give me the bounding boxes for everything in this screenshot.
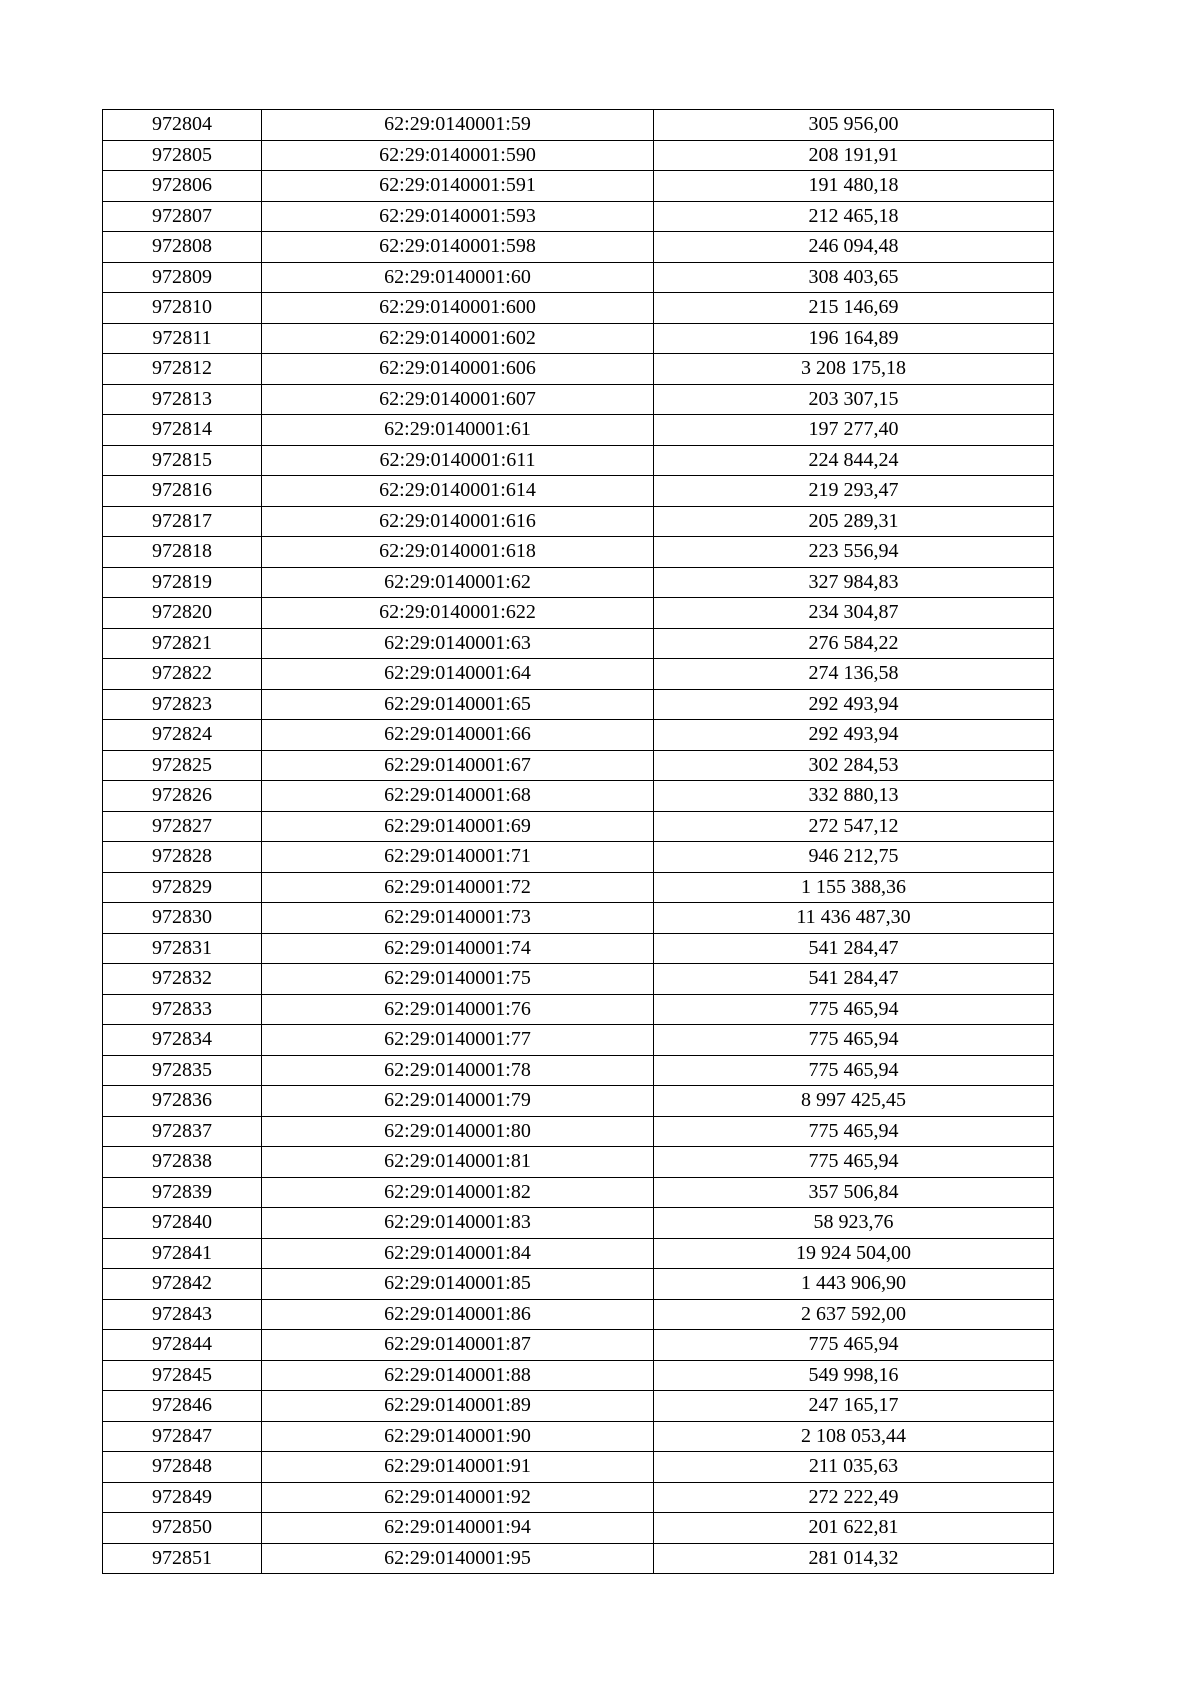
row-number-cell: 972846 xyxy=(103,1391,262,1422)
table-row xyxy=(103,872,1054,903)
row-number-cell: 972816 xyxy=(103,476,262,507)
row-number-cell: 972812 xyxy=(103,354,262,385)
cadastral-value-cell: 2 637 592,00 xyxy=(654,1299,1054,1330)
row-number-cell: 972813 xyxy=(103,384,262,415)
cadastral-number-cell: 62:29:0140001:73 xyxy=(262,903,654,934)
table-row xyxy=(103,1177,1054,1208)
row-number-cell: 972808 xyxy=(103,232,262,263)
table-row xyxy=(103,842,1054,873)
table-row xyxy=(103,1147,1054,1178)
table-row xyxy=(103,1238,1054,1269)
cadastral-number-cell: 62:29:0140001:64 xyxy=(262,659,654,690)
table-row xyxy=(103,1299,1054,1330)
table-row xyxy=(103,1482,1054,1513)
cadastral-value-cell: 208 191,91 xyxy=(654,140,1054,171)
cadastral-number-cell: 62:29:0140001:59 xyxy=(262,110,654,141)
row-number-cell: 972830 xyxy=(103,903,262,934)
table-row xyxy=(103,293,1054,324)
row-number-cell: 972835 xyxy=(103,1055,262,1086)
cadastral-value-cell: 305 956,00 xyxy=(654,110,1054,141)
row-number-cell: 972829 xyxy=(103,872,262,903)
cadastral-value-cell: 212 465,18 xyxy=(654,201,1054,232)
cadastral-value-cell: 8 997 425,45 xyxy=(654,1086,1054,1117)
cadastral-value-cell: 272 222,49 xyxy=(654,1482,1054,1513)
cadastral-value-cell: 19 924 504,00 xyxy=(654,1238,1054,1269)
cadastral-value-cell: 58 923,76 xyxy=(654,1208,1054,1239)
row-number-cell: 972833 xyxy=(103,994,262,1025)
cadastral-number-cell: 62:29:0140001:618 xyxy=(262,537,654,568)
cadastral-value-cell: 292 493,94 xyxy=(654,689,1054,720)
table-row xyxy=(103,1025,1054,1056)
cadastral-number-cell: 62:29:0140001:591 xyxy=(262,171,654,202)
table-row xyxy=(103,689,1054,720)
cadastral-number-cell: 62:29:0140001:62 xyxy=(262,567,654,598)
cadastral-value-cell: 246 094,48 xyxy=(654,232,1054,263)
row-number-cell: 972821 xyxy=(103,628,262,659)
cadastral-number-cell: 62:29:0140001:72 xyxy=(262,872,654,903)
row-number-cell: 972851 xyxy=(103,1543,262,1574)
cadastral-number-cell: 62:29:0140001:88 xyxy=(262,1360,654,1391)
cadastral-value-cell: 201 622,81 xyxy=(654,1513,1054,1544)
cadastral-number-cell: 62:29:0140001:76 xyxy=(262,994,654,1025)
row-number-cell: 972840 xyxy=(103,1208,262,1239)
cadastral-value-cell: 327 984,83 xyxy=(654,567,1054,598)
cadastral-value-cell: 775 465,94 xyxy=(654,1055,1054,1086)
cadastral-value-cell: 247 165,17 xyxy=(654,1391,1054,1422)
table-row xyxy=(103,1086,1054,1117)
row-number-cell: 972832 xyxy=(103,964,262,995)
row-number-cell: 972807 xyxy=(103,201,262,232)
row-number-cell: 972815 xyxy=(103,445,262,476)
row-number-cell: 972841 xyxy=(103,1238,262,1269)
row-number-cell: 972839 xyxy=(103,1177,262,1208)
table-row xyxy=(103,933,1054,964)
table-row xyxy=(103,476,1054,507)
cadastral-number-cell: 62:29:0140001:71 xyxy=(262,842,654,873)
cadastral-value-cell: 191 480,18 xyxy=(654,171,1054,202)
row-number-cell: 972811 xyxy=(103,323,262,354)
cadastral-number-cell: 62:29:0140001:86 xyxy=(262,1299,654,1330)
table-row xyxy=(103,781,1054,812)
row-number-cell: 972850 xyxy=(103,1513,262,1544)
row-number-cell: 972824 xyxy=(103,720,262,751)
row-number-cell: 972806 xyxy=(103,171,262,202)
table-row xyxy=(103,415,1054,446)
table-row xyxy=(103,110,1054,141)
cadastral-value-cell: 203 307,15 xyxy=(654,384,1054,415)
cadastral-number-cell: 62:29:0140001:68 xyxy=(262,781,654,812)
cadastral-value-cell: 292 493,94 xyxy=(654,720,1054,751)
table-row xyxy=(103,598,1054,629)
cadastral-number-cell: 62:29:0140001:79 xyxy=(262,1086,654,1117)
table-row xyxy=(103,720,1054,751)
table-row xyxy=(103,1452,1054,1483)
cadastral-number-cell: 62:29:0140001:80 xyxy=(262,1116,654,1147)
table-row xyxy=(103,1543,1054,1574)
cadastral-number-cell: 62:29:0140001:75 xyxy=(262,964,654,995)
table-row xyxy=(103,1269,1054,1300)
cadastral-number-cell: 62:29:0140001:84 xyxy=(262,1238,654,1269)
cadastral-value-cell: 2 108 053,44 xyxy=(654,1421,1054,1452)
table-row xyxy=(103,384,1054,415)
row-number-cell: 972842 xyxy=(103,1269,262,1300)
cadastral-number-cell: 62:29:0140001:77 xyxy=(262,1025,654,1056)
cadastral-number-cell: 62:29:0140001:614 xyxy=(262,476,654,507)
table-row xyxy=(103,201,1054,232)
cadastral-number-cell: 62:29:0140001:85 xyxy=(262,1269,654,1300)
table-row xyxy=(103,811,1054,842)
cadastral-value-cell: 272 547,12 xyxy=(654,811,1054,842)
cadastral-value-cell: 276 584,22 xyxy=(654,628,1054,659)
cadastral-value-cell: 281 014,32 xyxy=(654,1543,1054,1574)
cadastral-value-cell: 775 465,94 xyxy=(654,1025,1054,1056)
cadastral-value-cell: 332 880,13 xyxy=(654,781,1054,812)
row-number-cell: 972804 xyxy=(103,110,262,141)
cadastral-number-cell: 62:29:0140001:90 xyxy=(262,1421,654,1452)
cadastral-value-cell: 308 403,65 xyxy=(654,262,1054,293)
row-number-cell: 972831 xyxy=(103,933,262,964)
cadastral-value-cell: 197 277,40 xyxy=(654,415,1054,446)
table-row xyxy=(103,567,1054,598)
table-row xyxy=(103,140,1054,171)
row-number-cell: 972827 xyxy=(103,811,262,842)
cadastral-number-cell: 62:29:0140001:622 xyxy=(262,598,654,629)
table-row xyxy=(103,1360,1054,1391)
cadastral-value-cell: 1 443 906,90 xyxy=(654,1269,1054,1300)
cadastral-value-cell: 541 284,47 xyxy=(654,933,1054,964)
cadastral-number-cell: 62:29:0140001:89 xyxy=(262,1391,654,1422)
table-row xyxy=(103,1421,1054,1452)
row-number-cell: 972828 xyxy=(103,842,262,873)
row-number-cell: 972814 xyxy=(103,415,262,446)
row-number-cell: 972837 xyxy=(103,1116,262,1147)
cadastral-number-cell: 62:29:0140001:602 xyxy=(262,323,654,354)
cadastral-number-cell: 62:29:0140001:78 xyxy=(262,1055,654,1086)
cadastral-value-cell: 3 208 175,18 xyxy=(654,354,1054,385)
table-row xyxy=(103,1055,1054,1086)
row-number-cell: 972820 xyxy=(103,598,262,629)
cadastral-number-cell: 62:29:0140001:616 xyxy=(262,506,654,537)
row-number-cell: 972805 xyxy=(103,140,262,171)
table-body xyxy=(103,110,1054,1574)
row-number-cell: 972809 xyxy=(103,262,262,293)
cadastral-number-cell: 62:29:0140001:63 xyxy=(262,628,654,659)
table-row xyxy=(103,1208,1054,1239)
cadastral-number-cell: 62:29:0140001:590 xyxy=(262,140,654,171)
table-row xyxy=(103,537,1054,568)
table-row xyxy=(103,659,1054,690)
cadastral-number-cell: 62:29:0140001:95 xyxy=(262,1543,654,1574)
row-number-cell: 972825 xyxy=(103,750,262,781)
table-row xyxy=(103,1391,1054,1422)
row-number-cell: 972822 xyxy=(103,659,262,690)
row-number-cell: 972818 xyxy=(103,537,262,568)
row-number-cell: 972843 xyxy=(103,1299,262,1330)
cadastral-number-cell: 62:29:0140001:94 xyxy=(262,1513,654,1544)
cadastral-number-cell: 62:29:0140001:87 xyxy=(262,1330,654,1361)
table-row xyxy=(103,262,1054,293)
cadastral-value-cell: 775 465,94 xyxy=(654,1330,1054,1361)
cadastral-value-table xyxy=(102,109,1054,1574)
table-row xyxy=(103,903,1054,934)
row-number-cell: 972845 xyxy=(103,1360,262,1391)
cadastral-number-cell: 62:29:0140001:66 xyxy=(262,720,654,751)
row-number-cell: 972849 xyxy=(103,1482,262,1513)
table-row xyxy=(103,994,1054,1025)
cadastral-number-cell: 62:29:0140001:74 xyxy=(262,933,654,964)
cadastral-number-cell: 62:29:0140001:83 xyxy=(262,1208,654,1239)
cadastral-value-cell: 219 293,47 xyxy=(654,476,1054,507)
cadastral-number-cell: 62:29:0140001:606 xyxy=(262,354,654,385)
row-number-cell: 972834 xyxy=(103,1025,262,1056)
table-row xyxy=(103,323,1054,354)
cadastral-value-cell: 549 998,16 xyxy=(654,1360,1054,1391)
row-number-cell: 972838 xyxy=(103,1147,262,1178)
cadastral-number-cell: 62:29:0140001:600 xyxy=(262,293,654,324)
cadastral-number-cell: 62:29:0140001:593 xyxy=(262,201,654,232)
table-row xyxy=(103,964,1054,995)
table-row xyxy=(103,354,1054,385)
table-row xyxy=(103,750,1054,781)
cadastral-value-cell: 196 164,89 xyxy=(654,323,1054,354)
table-row xyxy=(103,1116,1054,1147)
cadastral-value-cell: 234 304,87 xyxy=(654,598,1054,629)
row-number-cell: 972817 xyxy=(103,506,262,537)
cadastral-number-cell: 62:29:0140001:69 xyxy=(262,811,654,842)
table-row xyxy=(103,1513,1054,1544)
row-number-cell: 972847 xyxy=(103,1421,262,1452)
cadastral-value-cell: 541 284,47 xyxy=(654,964,1054,995)
cadastral-number-cell: 62:29:0140001:598 xyxy=(262,232,654,263)
table-row xyxy=(103,506,1054,537)
row-number-cell: 972823 xyxy=(103,689,262,720)
cadastral-value-cell: 205 289,31 xyxy=(654,506,1054,537)
table-row xyxy=(103,628,1054,659)
table-row xyxy=(103,232,1054,263)
cadastral-value-cell: 775 465,94 xyxy=(654,1116,1054,1147)
row-number-cell: 972836 xyxy=(103,1086,262,1117)
cadastral-value-cell: 215 146,69 xyxy=(654,293,1054,324)
cadastral-number-cell: 62:29:0140001:82 xyxy=(262,1177,654,1208)
cadastral-value-cell: 223 556,94 xyxy=(654,537,1054,568)
row-number-cell: 972810 xyxy=(103,293,262,324)
row-number-cell: 972848 xyxy=(103,1452,262,1483)
cadastral-number-cell: 62:29:0140001:67 xyxy=(262,750,654,781)
cadastral-number-cell: 62:29:0140001:611 xyxy=(262,445,654,476)
cadastral-number-cell: 62:29:0140001:60 xyxy=(262,262,654,293)
cadastral-value-cell: 11 436 487,30 xyxy=(654,903,1054,934)
cadastral-value-cell: 302 284,53 xyxy=(654,750,1054,781)
cadastral-number-cell: 62:29:0140001:61 xyxy=(262,415,654,446)
cadastral-value-cell: 357 506,84 xyxy=(654,1177,1054,1208)
cadastral-value-cell: 1 155 388,36 xyxy=(654,872,1054,903)
cadastral-value-cell: 224 844,24 xyxy=(654,445,1054,476)
cadastral-number-cell: 62:29:0140001:81 xyxy=(262,1147,654,1178)
row-number-cell: 972844 xyxy=(103,1330,262,1361)
cadastral-value-cell: 946 212,75 xyxy=(654,842,1054,873)
table-row xyxy=(103,171,1054,202)
table-row xyxy=(103,1330,1054,1361)
cadastral-number-cell: 62:29:0140001:91 xyxy=(262,1452,654,1483)
cadastral-value-cell: 775 465,94 xyxy=(654,994,1054,1025)
row-number-cell: 972819 xyxy=(103,567,262,598)
cadastral-number-cell: 62:29:0140001:92 xyxy=(262,1482,654,1513)
table-row xyxy=(103,445,1054,476)
cadastral-value-cell: 211 035,63 xyxy=(654,1452,1054,1483)
cadastral-value-cell: 775 465,94 xyxy=(654,1147,1054,1178)
cadastral-value-cell: 274 136,58 xyxy=(654,659,1054,690)
row-number-cell: 972826 xyxy=(103,781,262,812)
cadastral-number-cell: 62:29:0140001:607 xyxy=(262,384,654,415)
cadastral-number-cell: 62:29:0140001:65 xyxy=(262,689,654,720)
